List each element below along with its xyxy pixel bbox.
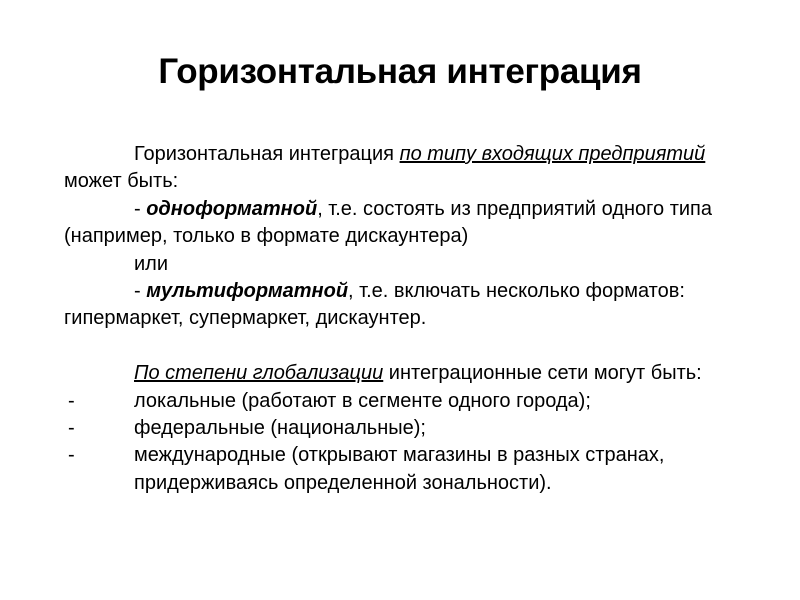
emphasis-single-format: одноформатной <box>146 197 318 220</box>
text-segment: , т.е. состоять из предприятий одного типа (например, только в формате дискаунтера) <box>64 197 712 248</box>
paragraph-globalization-degree <box>64 360 754 387</box>
list-item-local <box>64 388 754 415</box>
bullet-marker: - <box>68 444 75 467</box>
text-segment: Горизонтальная интеграция <box>134 143 400 165</box>
paragraph-integration-types <box>64 141 754 196</box>
emphasis-globalization-degree: По степени глобализации <box>134 362 384 385</box>
slide-body <box>64 141 754 497</box>
bullet-marker: - <box>68 417 75 440</box>
list-item-text: локальные (работают в сегменте одного города); <box>134 389 591 412</box>
emphasis-multi-format: мультиформатной <box>146 280 349 303</box>
text-segment: может быть: <box>64 170 179 193</box>
slide-title: Горизонтальная интеграция <box>158 52 642 91</box>
list-item-text: федеральные (национальные); <box>134 417 426 440</box>
list-item-federal <box>64 415 754 442</box>
text-segment: - <box>134 280 147 303</box>
bullet-marker: - <box>68 389 75 412</box>
blank-line <box>64 333 754 360</box>
list-item-international <box>64 442 754 497</box>
text-segment: , т.е. включать несколько форматов: гипермаркет, супермаркет, дискаунтер. <box>64 280 685 330</box>
paragraph-multi-format <box>64 278 754 333</box>
paragraph-single-format <box>64 196 754 251</box>
text-segment: или <box>134 252 169 275</box>
emphasis-by-enterprise-type: по типу входящих предприятий <box>399 143 706 165</box>
list-item-text: международные (открывают магазины в разных странах, придерживаясь определенной зональности). <box>134 444 665 494</box>
text-segment: интеграционные сети могут быть: <box>383 362 702 385</box>
paragraph-or <box>64 251 754 278</box>
text-segment: - <box>134 197 147 220</box>
